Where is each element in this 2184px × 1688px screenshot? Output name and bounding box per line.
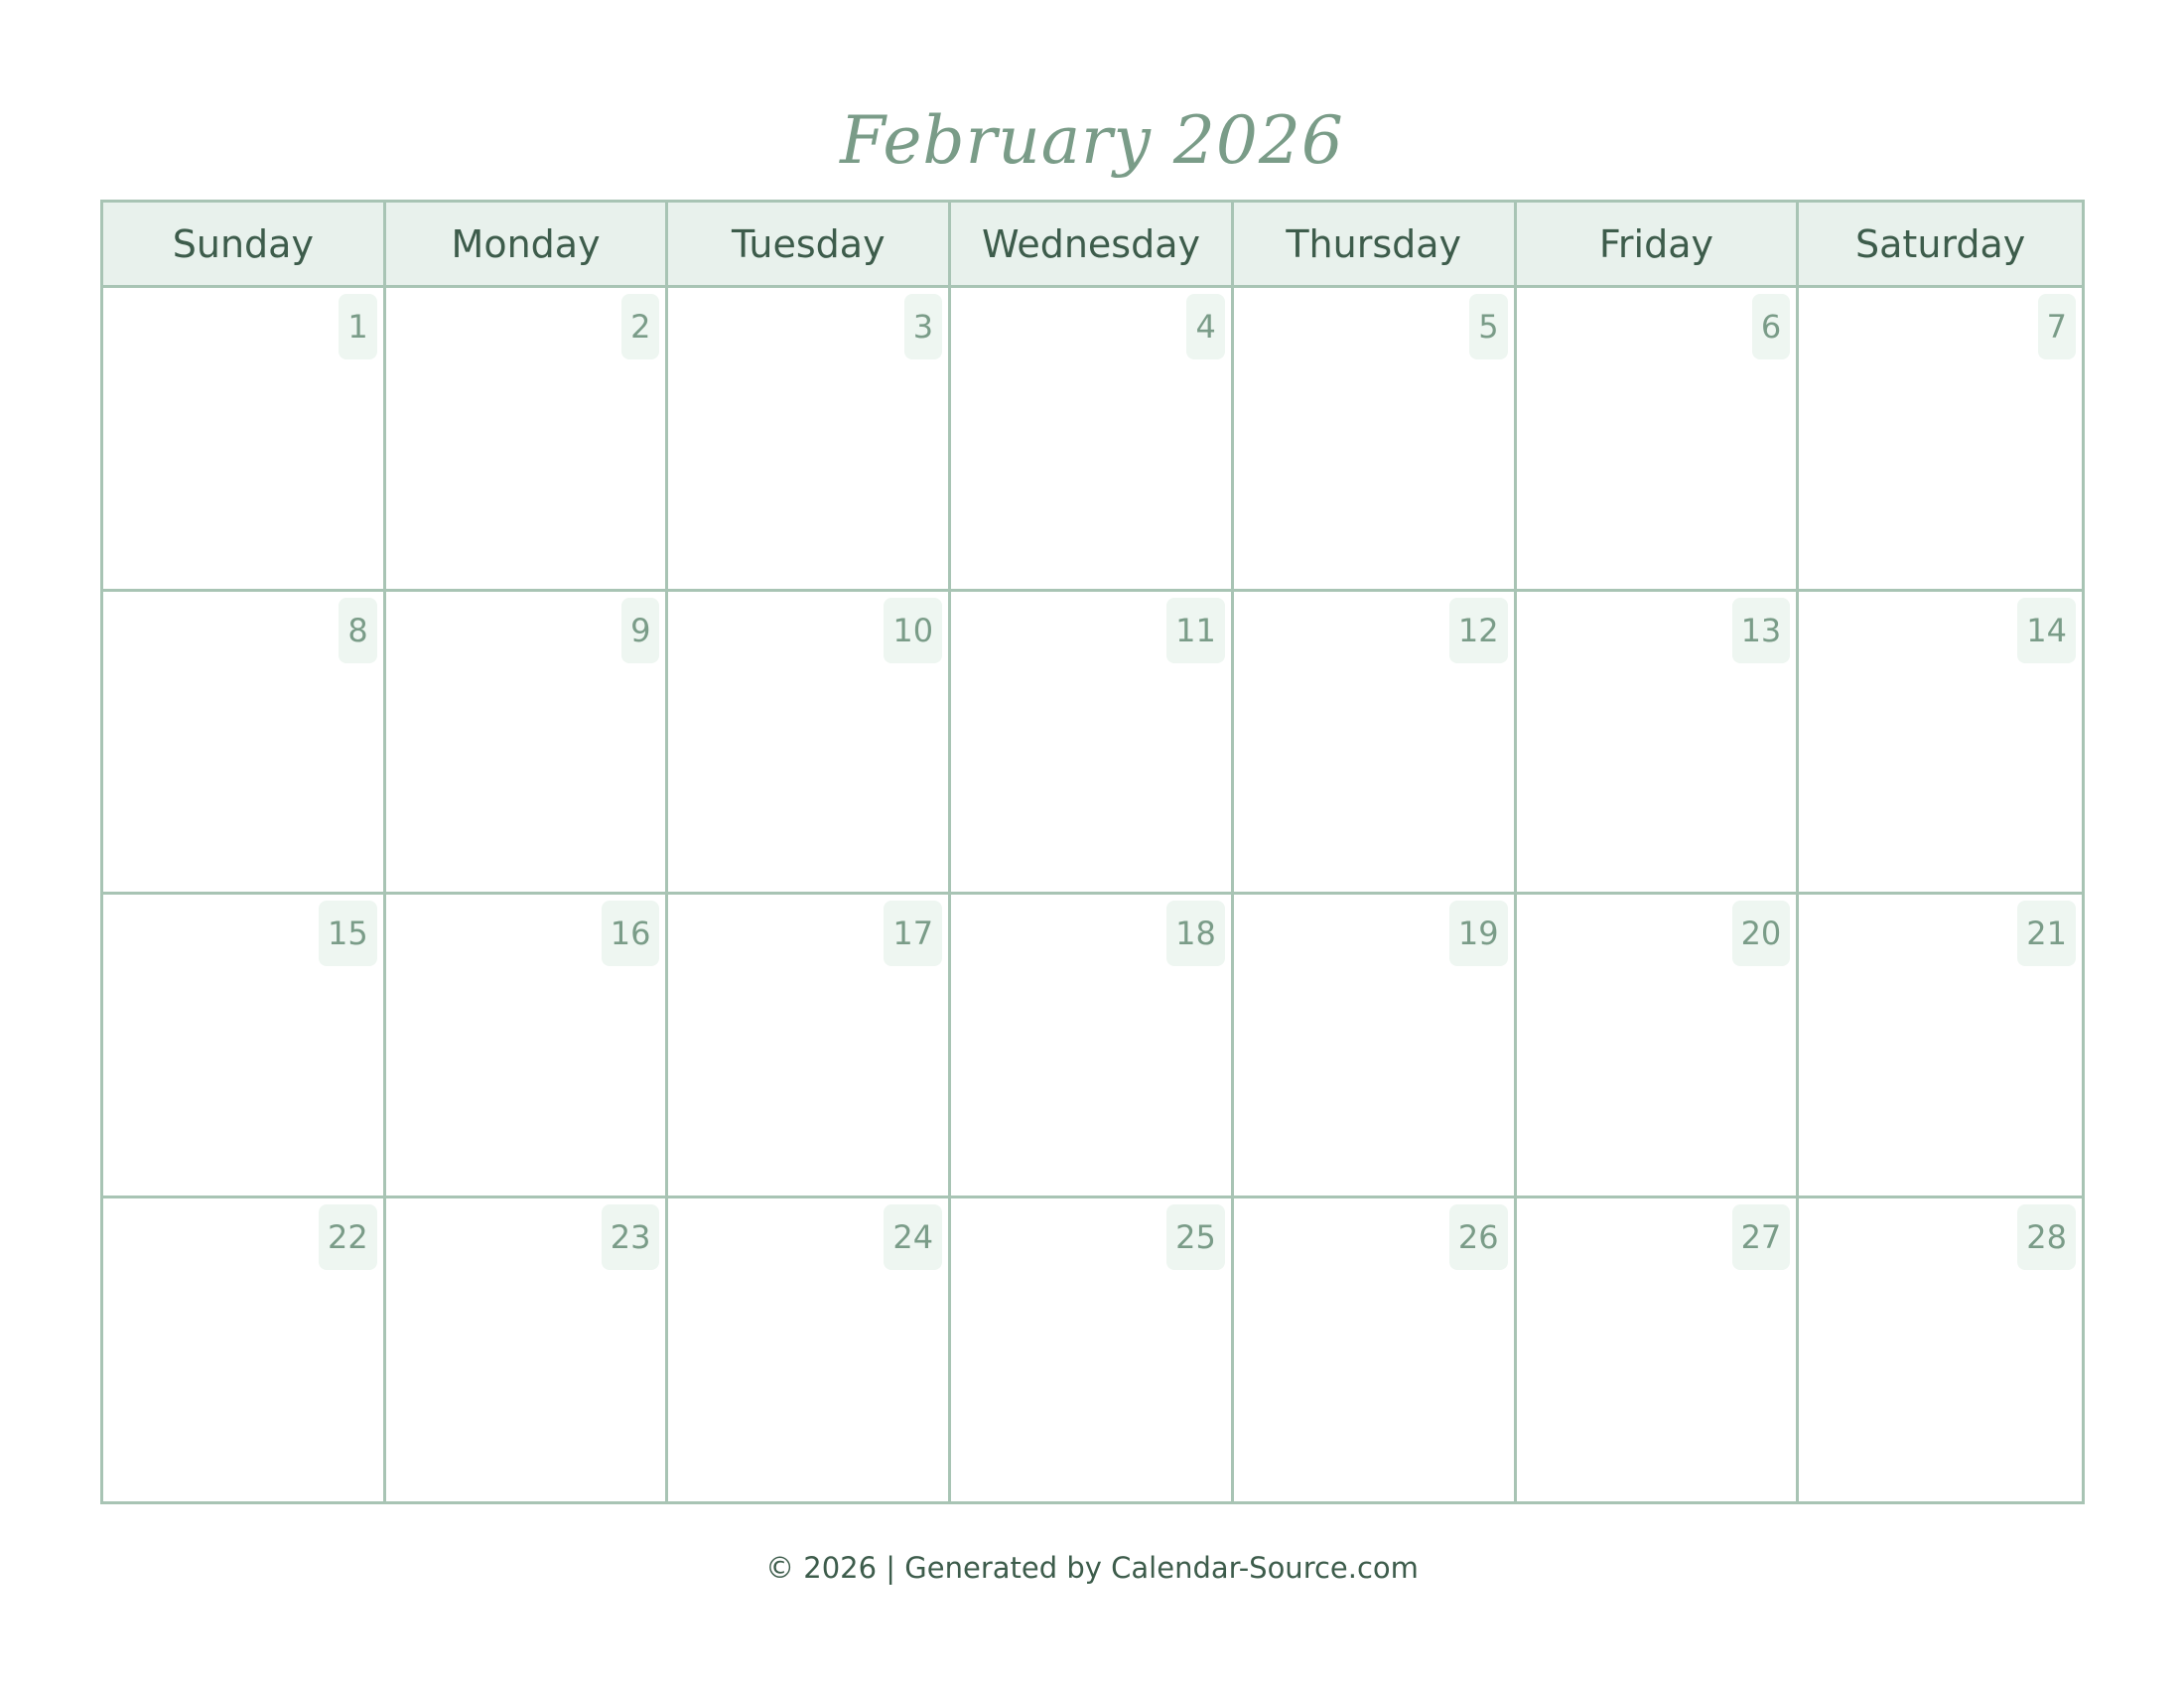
day-number: 21 xyxy=(2017,901,2076,966)
day-cell xyxy=(668,895,951,1198)
day-cell xyxy=(103,895,386,1198)
day-number: 13 xyxy=(1732,598,1791,663)
day-cell xyxy=(386,895,669,1198)
day-cell xyxy=(668,592,951,896)
day-number: 1 xyxy=(339,294,376,359)
day-cell xyxy=(386,288,669,592)
day-number: 25 xyxy=(1166,1204,1225,1270)
day-cell xyxy=(951,592,1234,896)
day-number: 3 xyxy=(904,294,942,359)
day-cell xyxy=(103,288,386,592)
day-cell xyxy=(1517,895,1800,1198)
day-number: 22 xyxy=(319,1204,377,1270)
weekday-header-saturday: Saturday xyxy=(1799,203,2082,288)
day-cell xyxy=(386,592,669,896)
day-number: 11 xyxy=(1166,598,1225,663)
day-number: 19 xyxy=(1449,901,1508,966)
day-cell xyxy=(951,1198,1234,1502)
day-number: 26 xyxy=(1449,1204,1508,1270)
day-cell xyxy=(668,1198,951,1502)
day-number: 27 xyxy=(1732,1204,1791,1270)
day-number: 6 xyxy=(1752,294,1790,359)
day-number: 7 xyxy=(2038,294,2076,359)
day-number: 4 xyxy=(1186,294,1224,359)
page-title: February 2026 xyxy=(840,102,1344,179)
day-number: 17 xyxy=(884,901,942,966)
day-number: 5 xyxy=(1469,294,1507,359)
weekday-header-thursday: Thursday xyxy=(1234,203,1517,288)
day-cell xyxy=(1234,288,1517,592)
weekday-header-tuesday: Tuesday xyxy=(668,203,951,288)
day-cell xyxy=(951,895,1234,1198)
weekday-header-friday: Friday xyxy=(1517,203,1800,288)
day-number: 10 xyxy=(884,598,942,663)
weekday-header-wednesday: Wednesday xyxy=(951,203,1234,288)
day-cell xyxy=(1234,895,1517,1198)
day-cell xyxy=(386,1198,669,1502)
day-cell xyxy=(1799,895,2082,1198)
weekday-header-monday: Monday xyxy=(386,203,669,288)
day-number: 8 xyxy=(339,598,376,663)
day-number: 23 xyxy=(602,1204,660,1270)
day-number: 12 xyxy=(1449,598,1508,663)
day-number: 14 xyxy=(2017,598,2076,663)
day-cell xyxy=(103,1198,386,1502)
day-number: 20 xyxy=(1732,901,1791,966)
day-number: 24 xyxy=(884,1204,942,1270)
calendar-grid xyxy=(100,200,2085,1504)
weekday-header-sunday: Sunday xyxy=(103,203,386,288)
day-cell xyxy=(1517,1198,1800,1502)
day-number: 16 xyxy=(602,901,660,966)
day-number: 15 xyxy=(319,901,377,966)
day-cell xyxy=(1799,288,2082,592)
day-cell xyxy=(1799,1198,2082,1502)
day-number: 28 xyxy=(2017,1204,2076,1270)
day-number: 18 xyxy=(1166,901,1225,966)
day-cell xyxy=(1517,592,1800,896)
footer-credit: © 2026 | Generated by Calendar-Source.com xyxy=(765,1551,1419,1585)
day-cell xyxy=(1517,288,1800,592)
day-number: 2 xyxy=(621,294,659,359)
day-cell xyxy=(1234,1198,1517,1502)
day-number: 9 xyxy=(621,598,659,663)
day-cell xyxy=(103,592,386,896)
day-cell xyxy=(1234,592,1517,896)
day-cell xyxy=(668,288,951,592)
day-cell xyxy=(1799,592,2082,896)
day-cell xyxy=(951,288,1234,592)
